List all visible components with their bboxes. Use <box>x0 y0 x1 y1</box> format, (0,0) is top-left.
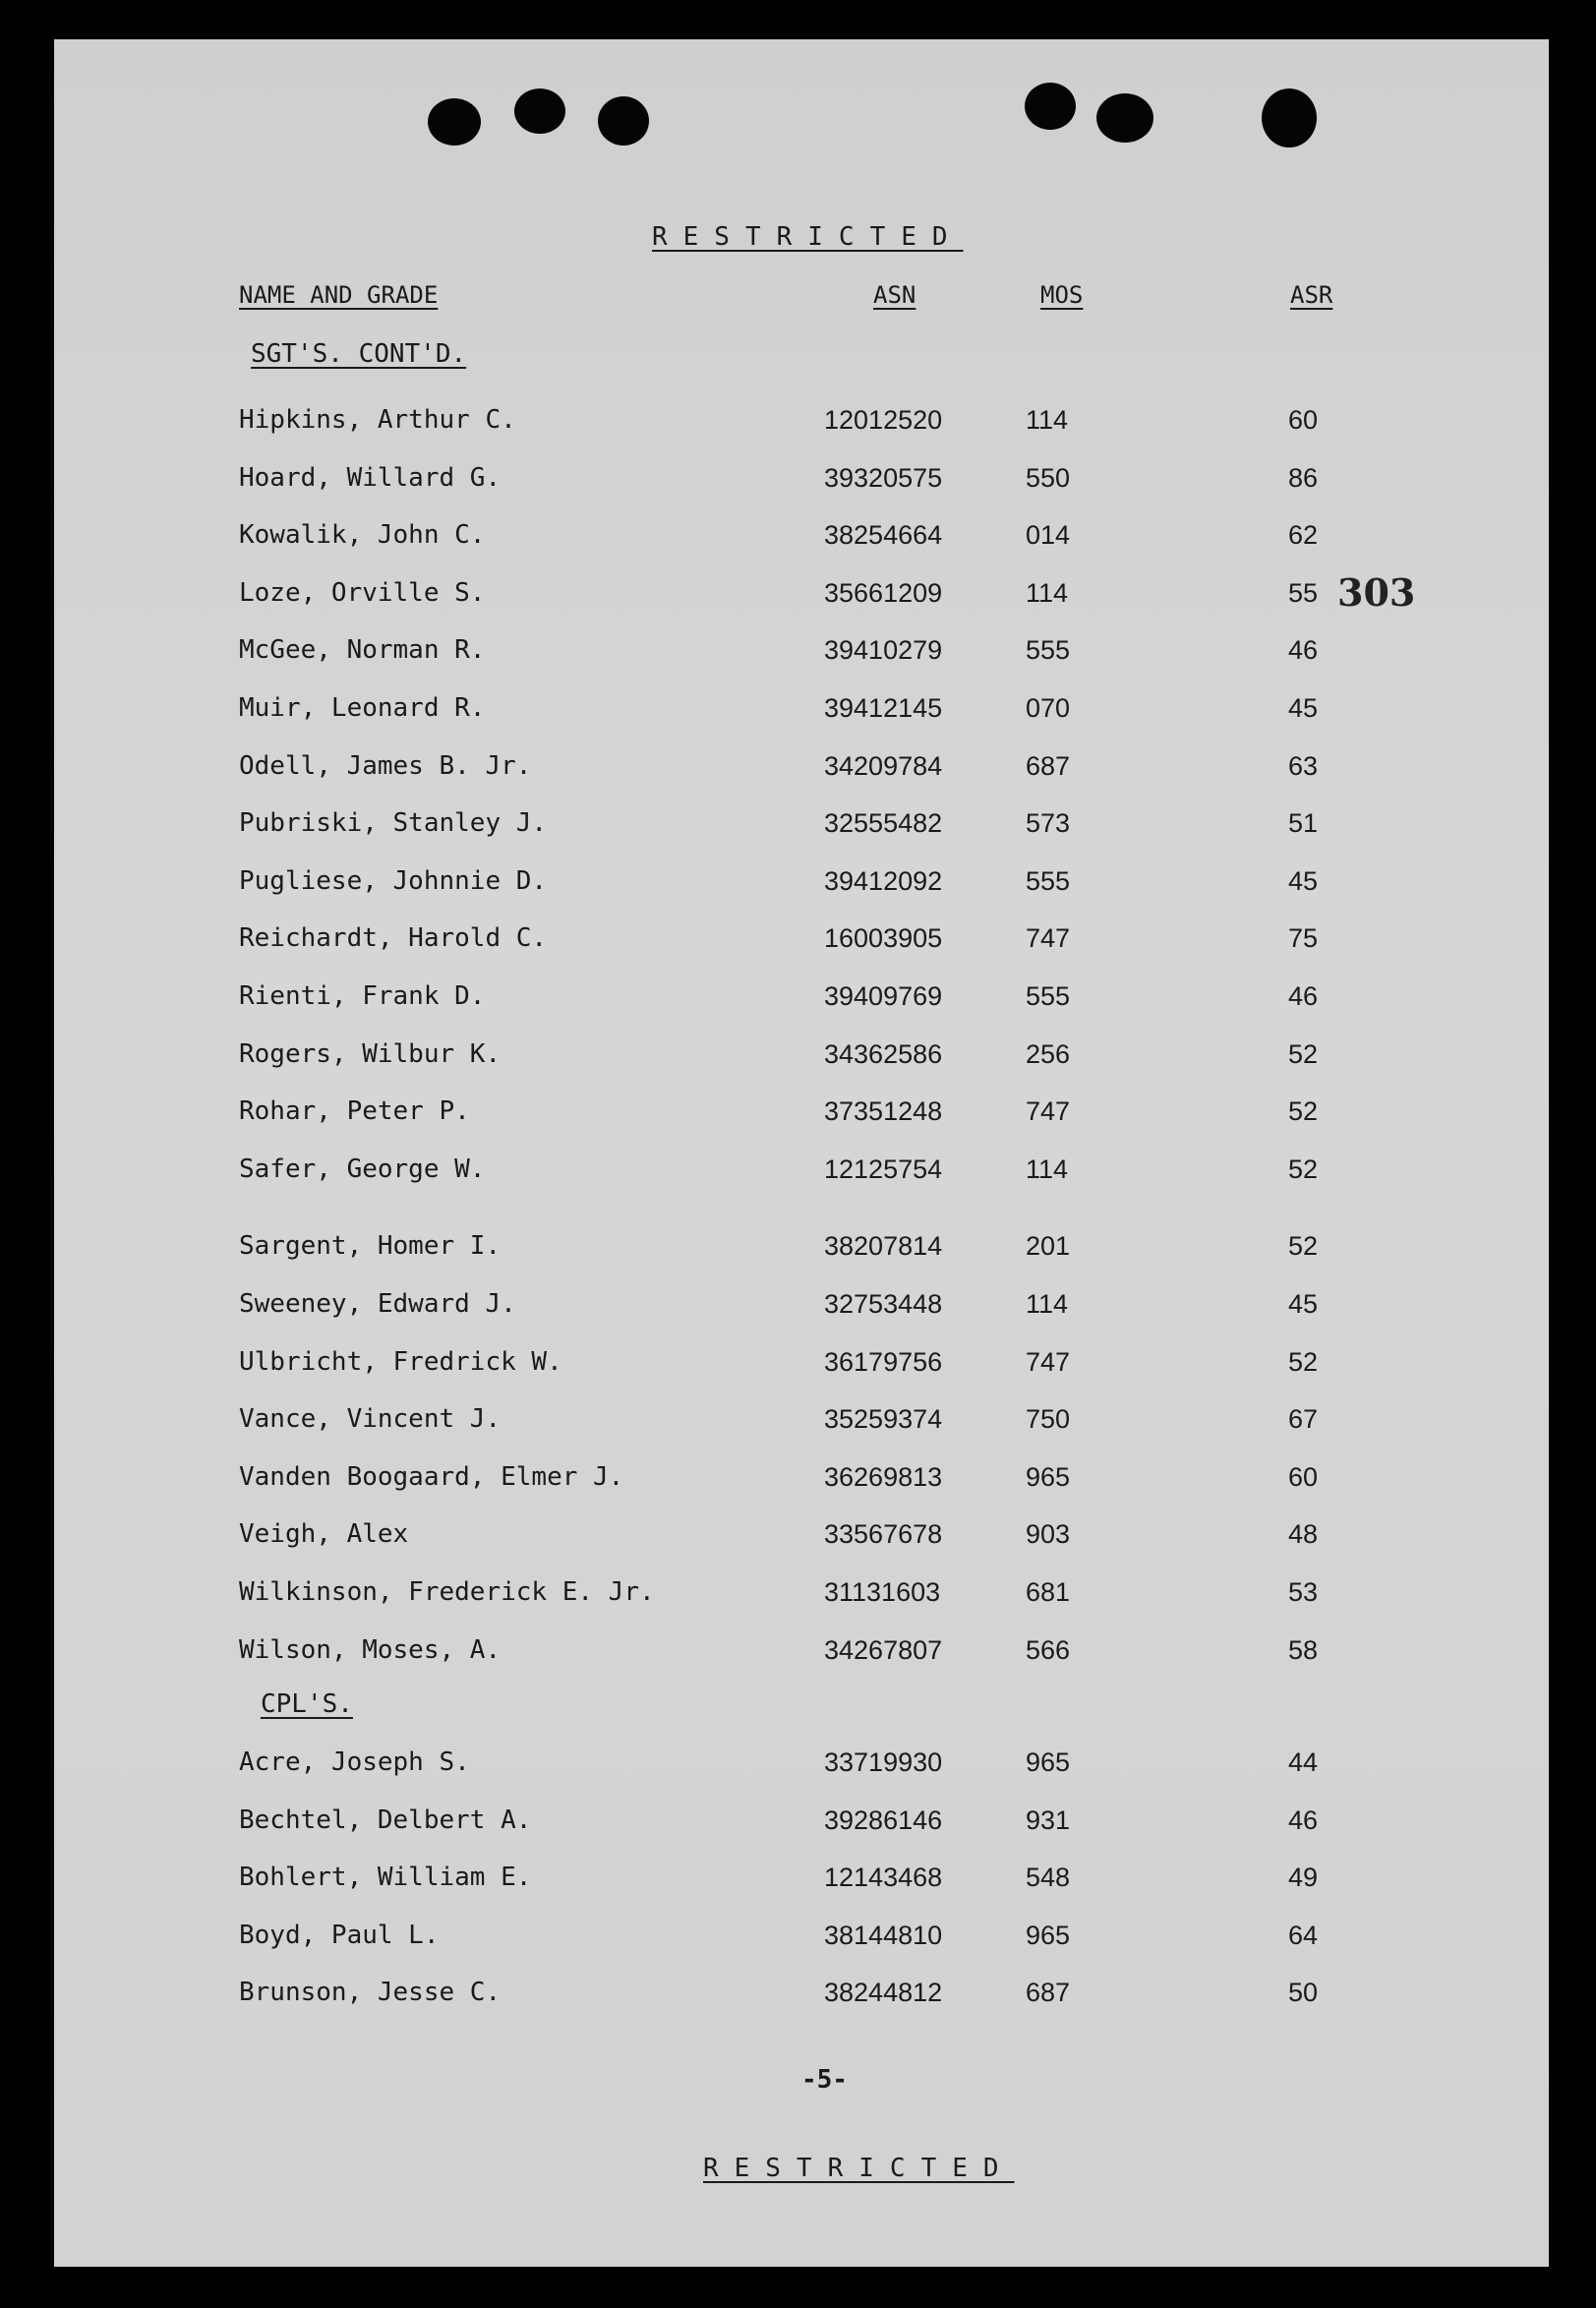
asr-value: 53 <box>1288 1577 1319 1607</box>
roster-row <box>54 1577 1549 1617</box>
asn-value: 38207814 <box>824 1231 943 1262</box>
roster-row <box>54 463 1549 503</box>
soldier-name: Pugliese, Johnnie D. <box>239 865 548 896</box>
mos-value: 903 <box>1026 1519 1071 1550</box>
mos-value: 548 <box>1026 1863 1071 1893</box>
header-classification: RESTRICTED <box>652 222 964 252</box>
soldier-name: Wilkinson, Frederick E. Jr. <box>239 1577 655 1607</box>
soldier-name: McGee, Norman R. <box>239 635 486 666</box>
roster-row <box>54 635 1549 675</box>
mos-value: 687 <box>1026 1978 1071 2008</box>
roster-row <box>54 1805 1549 1845</box>
soldier-name: Vanden Boogaard, Elmer J. <box>239 1461 624 1492</box>
roster-row <box>54 578 1549 618</box>
soldier-name: Sweeney, Edward J. <box>239 1289 516 1319</box>
mos-value: 573 <box>1026 808 1071 839</box>
soldier-name: Odell, James B. Jr. <box>239 750 532 781</box>
mos-value: 555 <box>1026 981 1071 1011</box>
asr-value: 63 <box>1288 750 1319 781</box>
footer-classification: RESTRICTED <box>703 2154 1015 2183</box>
mos-value: 566 <box>1026 1634 1071 1665</box>
soldier-name: Ulbricht, Fredrick W. <box>239 1346 562 1377</box>
roster-row <box>54 1747 1549 1787</box>
soldier-name: Acre, Joseph S. <box>239 1747 470 1777</box>
soldier-name: Rohar, Peter P. <box>239 1096 470 1127</box>
mos-value: 550 <box>1026 462 1071 493</box>
asn-value: 34362586 <box>824 1038 943 1069</box>
roster-row <box>54 751 1549 791</box>
soldier-name: Pubriski, Stanley J. <box>239 808 548 839</box>
roster-row <box>54 1039 1549 1079</box>
mos-value: 256 <box>1026 1038 1071 1069</box>
asr-value: 49 <box>1288 1863 1319 1893</box>
column-header-mos: MOS <box>1040 281 1084 309</box>
roster-row <box>54 1289 1549 1329</box>
asn-value: 34209784 <box>824 750 943 781</box>
asn-value: 38244812 <box>824 1978 943 2008</box>
asn-value: 39286146 <box>824 1805 943 1835</box>
mos-value: 114 <box>1026 1289 1069 1319</box>
asn-value: 31131603 <box>824 1577 941 1607</box>
soldier-name: Kowalik, John C. <box>239 520 486 551</box>
document-page <box>54 39 1549 2267</box>
asr-value: 60 <box>1288 1461 1319 1492</box>
soldier-name: Rienti, Frank D. <box>239 981 486 1011</box>
asn-value: 32753448 <box>824 1289 943 1319</box>
roster-row <box>54 1231 1549 1271</box>
roster-row <box>54 866 1549 906</box>
asn-value: 16003905 <box>824 923 943 954</box>
soldier-name: Loze, Orville S. <box>239 577 486 608</box>
mos-value: 965 <box>1026 1747 1071 1777</box>
roster-row <box>54 405 1549 444</box>
asn-value: 12143468 <box>824 1863 943 1893</box>
asr-value: 45 <box>1288 865 1319 896</box>
roster-row <box>54 1462 1549 1502</box>
asr-value: 45 <box>1288 693 1319 723</box>
asr-value: 58 <box>1288 1634 1319 1665</box>
asn-value: 12012520 <box>824 405 943 435</box>
roster-row <box>54 1978 1549 2017</box>
punch-hole <box>1096 93 1153 143</box>
asn-value: 39412092 <box>824 865 943 896</box>
punch-hole <box>428 98 481 146</box>
punch-hole <box>598 96 649 146</box>
asn-value: 39412145 <box>824 693 943 723</box>
page-stamp-number: 303 <box>1337 570 1416 615</box>
mos-value: 555 <box>1026 865 1071 896</box>
asr-value: 46 <box>1288 635 1319 666</box>
punch-hole <box>1025 83 1076 130</box>
column-header-name: NAME AND GRADE <box>239 281 439 309</box>
roster-row <box>54 1921 1549 1960</box>
mos-value: 555 <box>1026 635 1071 666</box>
asr-value: 50 <box>1288 1978 1319 2008</box>
asr-value: 64 <box>1288 1920 1319 1950</box>
soldier-name: Brunson, Jesse C. <box>239 1978 502 2008</box>
roster-row <box>54 1154 1549 1194</box>
roster-row <box>54 1347 1549 1387</box>
section-title: CPL'S. <box>261 1689 353 1719</box>
asn-value: 33719930 <box>824 1747 943 1777</box>
asr-value: 52 <box>1288 1154 1319 1184</box>
roster-row <box>54 1404 1549 1444</box>
soldier-name: Hipkins, Arthur C. <box>239 405 516 435</box>
section-title: SGT'S. CONT'D. <box>251 339 467 369</box>
soldier-name: Bechtel, Delbert A. <box>239 1805 532 1835</box>
mos-value: 201 <box>1026 1231 1071 1262</box>
asn-value: 38254664 <box>824 520 943 551</box>
roster-row <box>54 1096 1549 1136</box>
page-number: -5- <box>801 2065 848 2095</box>
column-header-asn: ASN <box>873 281 916 309</box>
asn-value: 34267807 <box>824 1634 943 1665</box>
mos-value: 747 <box>1026 1096 1071 1127</box>
asr-value: 44 <box>1288 1747 1319 1777</box>
soldier-name: Wilson, Moses, A. <box>239 1634 502 1665</box>
soldier-name: Bohlert, William E. <box>239 1863 532 1893</box>
asn-value: 37351248 <box>824 1096 943 1127</box>
mos-value: 114 <box>1026 405 1069 435</box>
mos-value: 014 <box>1026 520 1071 551</box>
asn-value: 39320575 <box>824 462 943 493</box>
mos-value: 070 <box>1026 693 1071 723</box>
asn-value: 35661209 <box>824 577 943 608</box>
asr-value: 60 <box>1288 405 1319 435</box>
soldier-name: Boyd, Paul L. <box>239 1920 440 1950</box>
punch-hole <box>514 89 565 134</box>
asr-value: 75 <box>1288 923 1319 954</box>
mos-value: 681 <box>1026 1577 1071 1607</box>
asr-value: 67 <box>1288 1404 1319 1435</box>
roster-row <box>54 693 1549 733</box>
soldier-name: Vance, Vincent J. <box>239 1404 502 1435</box>
asr-value: 55 <box>1288 577 1319 608</box>
roster-row <box>54 520 1549 560</box>
soldier-name: Sargent, Homer I. <box>239 1231 502 1262</box>
punch-hole <box>1262 89 1317 148</box>
asn-value: 12125754 <box>824 1154 943 1184</box>
asn-value: 33567678 <box>824 1519 943 1550</box>
mos-value: 687 <box>1026 750 1071 781</box>
asr-value: 51 <box>1288 808 1319 839</box>
asr-value: 52 <box>1288 1038 1319 1069</box>
asr-value: 45 <box>1288 1289 1319 1319</box>
mos-value: 750 <box>1026 1404 1071 1435</box>
soldier-name: Veigh, Alex <box>239 1519 409 1550</box>
asr-value: 46 <box>1288 981 1319 1011</box>
mos-value: 114 <box>1026 577 1069 608</box>
roster-row <box>54 1519 1549 1559</box>
roster-row <box>54 923 1549 963</box>
asn-value: 38144810 <box>824 1920 943 1950</box>
mos-value: 965 <box>1026 1461 1071 1492</box>
asn-value: 32555482 <box>824 808 943 839</box>
soldier-name: Safer, George W. <box>239 1154 486 1184</box>
soldier-name: Muir, Leonard R. <box>239 693 486 723</box>
asr-value: 52 <box>1288 1096 1319 1127</box>
soldier-name: Rogers, Wilbur K. <box>239 1038 502 1069</box>
asn-value: 35259374 <box>824 1404 943 1435</box>
mos-value: 965 <box>1026 1920 1071 1950</box>
asn-value: 39409769 <box>824 981 943 1011</box>
asn-value: 39410279 <box>824 635 943 666</box>
soldier-name: Hoard, Willard G. <box>239 462 502 493</box>
asn-value: 36179756 <box>824 1346 943 1377</box>
mos-value: 747 <box>1026 923 1071 954</box>
mos-value: 114 <box>1026 1154 1069 1184</box>
mos-value: 747 <box>1026 1346 1071 1377</box>
asr-value: 52 <box>1288 1346 1319 1377</box>
mos-value: 931 <box>1026 1805 1071 1835</box>
soldier-name: Reichardt, Harold C. <box>239 923 548 954</box>
asr-value: 62 <box>1288 520 1319 551</box>
roster-row <box>54 1635 1549 1675</box>
roster-row <box>54 981 1549 1021</box>
roster-row <box>54 808 1549 848</box>
asr-value: 48 <box>1288 1519 1319 1550</box>
asr-value: 52 <box>1288 1231 1319 1262</box>
column-header-asr: ASR <box>1290 281 1333 309</box>
asn-value: 36269813 <box>824 1461 943 1492</box>
asr-value: 46 <box>1288 1805 1319 1835</box>
asr-value: 86 <box>1288 462 1319 493</box>
roster-row <box>54 1863 1549 1902</box>
